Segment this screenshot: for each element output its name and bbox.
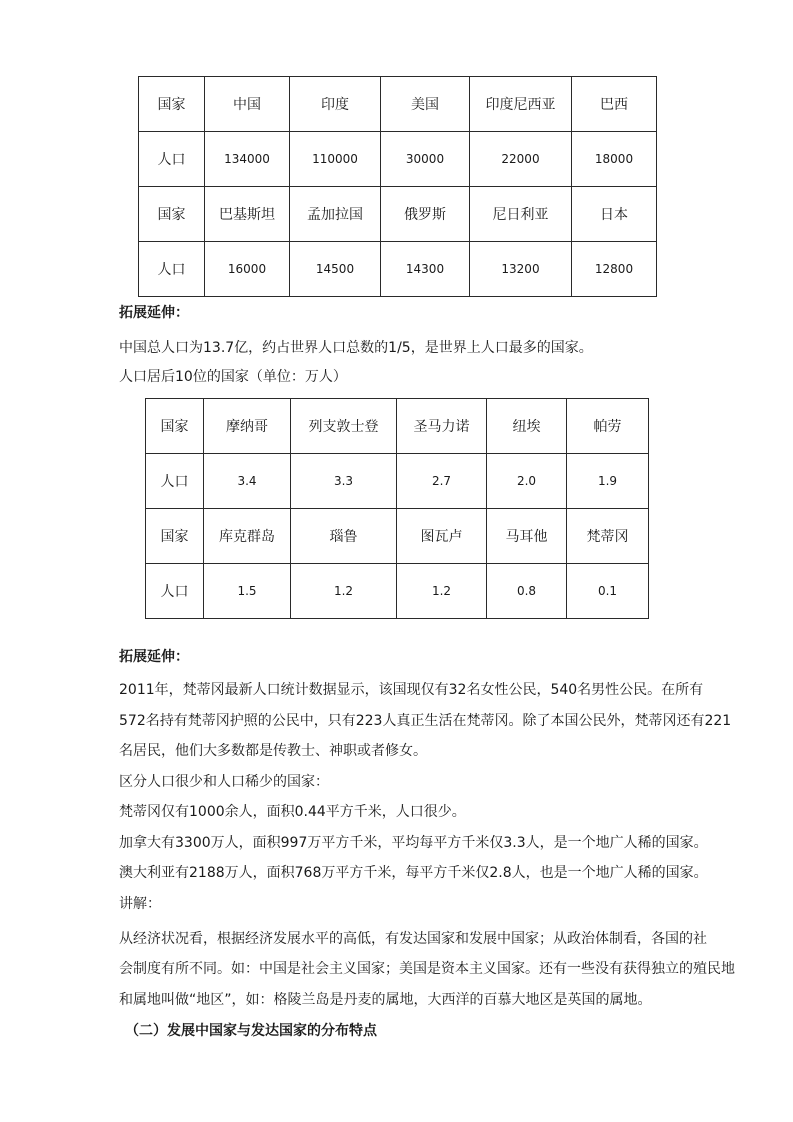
row-header-cell: 人口 [139,132,205,187]
table-row [146,564,649,619]
table-cell: 110000 [290,132,381,187]
china-population-note: 中国总人口为13.7亿，约占世界人口总数的1/5，是世界上人口最多的国家。 [119,340,593,356]
economy-para-line-2: 会制度有所不同。如：中国是社会主义国家；美国是资本主义国家。还有一些没有获得独立的殖民地 [119,961,735,977]
distinguish-title: 区分人口很少和人口稀少的国家： [119,774,329,790]
population-top-table-body [139,77,657,297]
table-cell: 16000 [205,242,290,297]
table-cell: 中国 [205,77,290,132]
bottom-table-caption: 人口居后10位的国家（单位：万人） [119,369,347,385]
table-cell: 摩纳哥 [204,399,291,454]
table-cell: 1.2 [397,564,487,619]
row-header-cell: 国家 [139,187,205,242]
population-top-table [138,76,657,297]
table-cell: 图瓦卢 [397,509,487,564]
economy-para-line-1: 从经济状况看，根据经济发展水平的高低，有发达国家和发展中国家；从政治体制看，各国的社 [119,931,707,947]
row-header-cell: 国家 [139,77,205,132]
table-cell: 1.5 [204,564,291,619]
population-bottom-table-body [146,399,649,619]
table-cell: 印度 [290,77,381,132]
table-cell: 134000 [205,132,290,187]
canada-population-line: 加拿大有3300万人，面积997万平方千米，平均每平方千米仅3.3人，是一个地广人稀的国家。 [119,835,708,851]
section-heading: （二）发展中国家与发达国家的分布特点 [125,1023,377,1039]
table-cell: 马耳他 [487,509,567,564]
table-cell: 俄罗斯 [381,187,470,242]
table-cell: 0.8 [487,564,567,619]
table-cell: 巴西 [572,77,657,132]
row-header-cell: 人口 [139,242,205,297]
table-cell: 帕劳 [567,399,649,454]
row-header-cell: 人口 [146,564,204,619]
table-row [146,454,649,509]
vatican-population-line: 梵蒂冈仅有1000余人，面积0.44平方千米，人口很少。 [119,804,466,820]
table-cell: 瑙鲁 [291,509,397,564]
extension-heading-2: 拓展延伸： [119,649,189,665]
table-row [139,132,657,187]
explain-label: 讲解： [119,896,161,912]
row-header-cell: 国家 [146,399,204,454]
table-row [139,187,657,242]
vatican-para-line-1: 2011年，梵蒂冈最新人口统计数据显示，该国现仅有32名女性公民，540名男性公民。在所有 [119,682,704,698]
table-cell: 2.7 [397,454,487,509]
vatican-para-line-3: 名居民，他们大多数都是传教士、神职或者修女。 [119,743,427,759]
population-bottom-table [145,398,649,619]
row-header-cell: 人口 [146,454,204,509]
table-cell: 美国 [381,77,470,132]
economy-para-line-3: 和属地叫做“地区”，如：格陵兰岛是丹麦的属地，大西洋的百慕大地区是英国的属地。 [119,992,652,1008]
table-cell: 梵蒂冈 [567,509,649,564]
table-row [139,242,657,297]
table-cell: 库克群岛 [204,509,291,564]
table-cell: 30000 [381,132,470,187]
table-cell: 3.3 [291,454,397,509]
table-cell: 列支敦士登 [291,399,397,454]
table-cell: 22000 [470,132,572,187]
table-cell: 12800 [572,242,657,297]
table-cell: 1.9 [567,454,649,509]
row-header-cell: 国家 [146,509,204,564]
table-cell: 14500 [290,242,381,297]
table-cell: 孟加拉国 [290,187,381,242]
table-cell: 3.4 [204,454,291,509]
table-cell: 印度尼西亚 [470,77,572,132]
table-cell: 2.0 [487,454,567,509]
vatican-para-line-2: 572名持有梵蒂冈护照的公民中，只有223人真正生活在梵蒂冈。除了本国公民外，梵蒂冈还有221 [119,713,732,729]
table-cell: 18000 [572,132,657,187]
table-row [146,509,649,564]
table-cell: 日本 [572,187,657,242]
table-cell: 巴基斯坦 [205,187,290,242]
table-cell: 圣马力诺 [397,399,487,454]
table-cell: 纽埃 [487,399,567,454]
table-row [139,77,657,132]
table-cell: 13200 [470,242,572,297]
table-row [146,399,649,454]
table-cell: 14300 [381,242,470,297]
extension-heading-1: 拓展延伸： [119,305,189,321]
table-cell: 尼日利亚 [470,187,572,242]
table-cell: 1.2 [291,564,397,619]
australia-population-line: 澳大利亚有2188万人，面积768万平方千米，每平方千米仅2.8人，也是一个地广人稀的国家。 [119,865,708,881]
table-cell: 0.1 [567,564,649,619]
